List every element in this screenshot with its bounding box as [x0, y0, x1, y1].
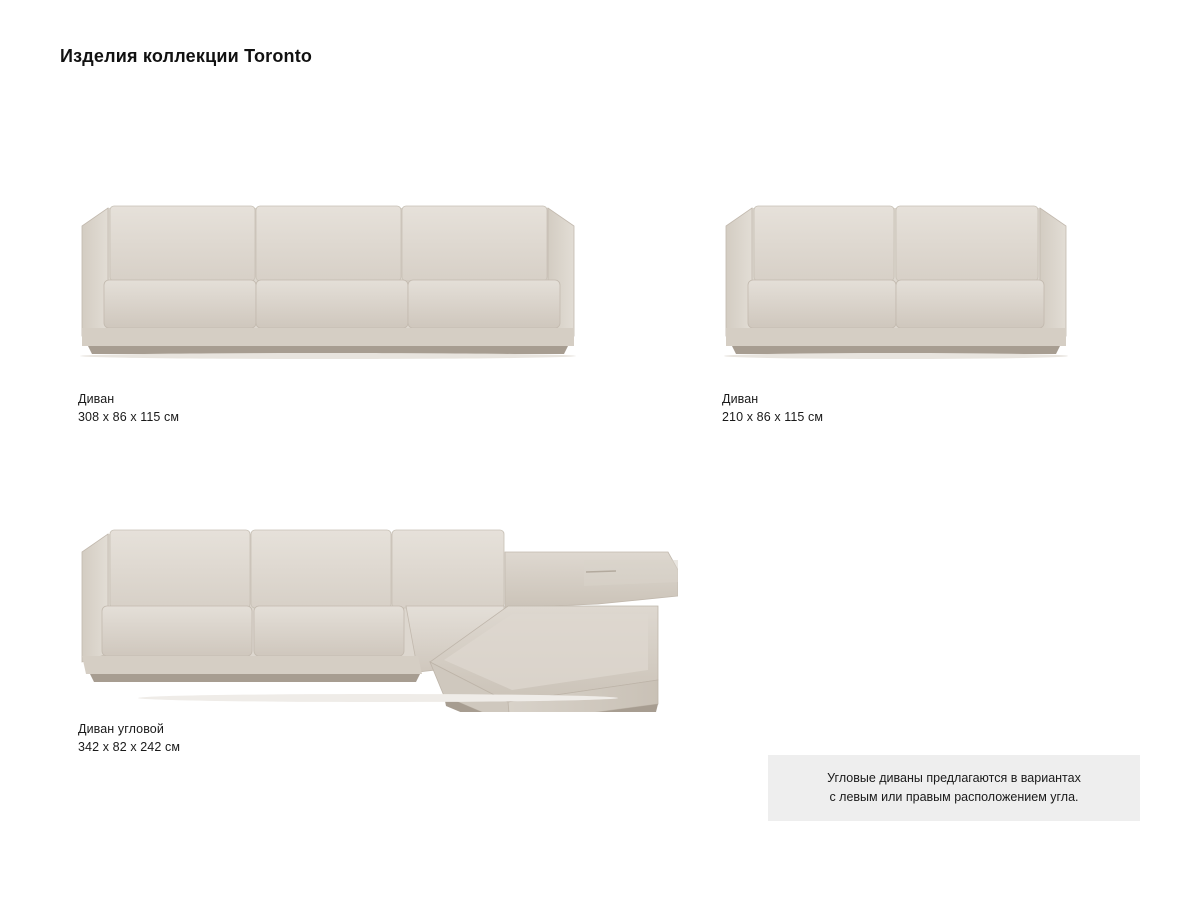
corner-sofa-342-illustration — [78, 512, 678, 712]
caption-sofa-308 — [78, 390, 578, 426]
note-line-1: Угловые диваны предлагаются в вариантах — [827, 771, 1081, 785]
sofa-210-illustration — [722, 196, 1070, 366]
product-name: Диван угловой — [78, 722, 164, 736]
product-sofa-210 — [722, 196, 1070, 426]
caption-sofa-210 — [722, 390, 1070, 426]
note-line-2: с левым или правым расположением угла. — [829, 790, 1079, 804]
page-title: Изделия коллекции Toronto — [60, 46, 313, 66]
note-box — [768, 755, 1140, 821]
product-dimensions: 342 x 82 x 242 см — [78, 740, 181, 754]
product-name: Диван — [722, 392, 759, 406]
product-corner-sofa-342 — [78, 512, 678, 756]
product-dimensions: 308 x 86 x 115 см — [78, 410, 180, 424]
product-dimensions: 210 x 86 x 115 см — [722, 410, 824, 424]
sofa-308-illustration — [78, 196, 578, 366]
product-name: Диван — [78, 392, 115, 406]
caption-corner-sofa-342 — [78, 720, 678, 756]
product-sofa-308 — [78, 196, 578, 426]
